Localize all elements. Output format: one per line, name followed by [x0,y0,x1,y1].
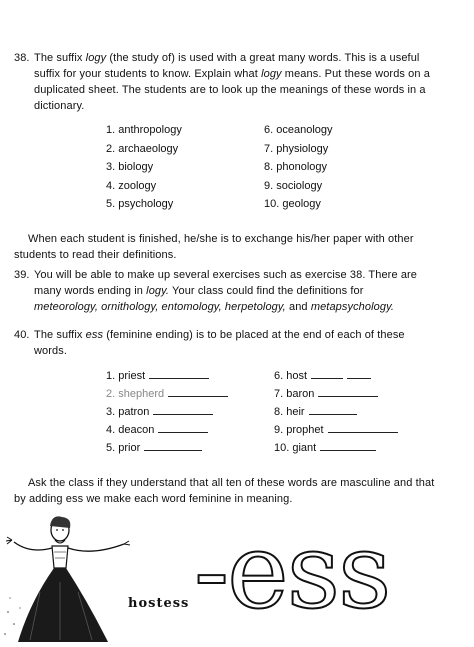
list-item [274,387,378,400]
text-line [34,66,464,82]
answer-blank[interactable] [153,405,213,415]
ask-instructions [14,475,468,507]
dancing-woman-illustration [0,512,140,642]
answer-blank[interactable] [320,441,376,451]
list-item-word: 5. prior [106,442,141,454]
text-line [34,283,464,299]
list-item [106,405,213,418]
list-item [274,405,357,418]
list-item-word: 8. heir [274,406,305,418]
italic-run: logy [261,68,282,80]
text-run: and [285,301,311,313]
italic-run: logy. [146,285,170,297]
exchange-instructions [14,231,468,263]
list-item: 2. archaeology [106,142,179,155]
list-item-word: 2. shepherd [106,388,165,400]
list-item-word: 4. deacon [106,424,155,436]
question-number: 39. [14,269,30,281]
italic-run: meteorology, ornithology, entomology, herpetology, [34,301,286,313]
list-item: 10. geology [264,198,321,210]
italic-run: ess [85,329,104,341]
question-40-text [34,327,464,359]
list-item: 1. anthropology [106,124,182,136]
answer-blank[interactable] [347,369,371,379]
text-run: The suffix [34,52,86,64]
text-line [34,82,464,98]
text-run: many words ending in [34,285,147,297]
ask-line-2 [14,491,468,507]
list-item: 6. oceanology [264,124,333,136]
ess-big-word: -ess [194,510,390,632]
text-run: words. [34,345,67,357]
question-number: 38. [14,52,30,64]
italic-run: metapsychology. [310,301,395,313]
ess-word-list [106,369,436,465]
hostess-caption: hostess [128,596,190,611]
answer-blank[interactable] [318,387,378,397]
text-line [34,267,464,283]
list-item [274,441,376,454]
ask-line-2-text: by adding ess we make each word feminine in meaning. [14,493,293,505]
list-item: 7. physiology [264,142,329,155]
list-item [106,423,208,436]
exchange-line-2: students to read their definitions. [14,249,177,261]
text-run: dictionary. [34,100,85,112]
list-item [106,387,228,400]
text-run: The suffix [34,329,86,341]
text-run: means. Put these words on a [281,68,430,80]
answer-blank[interactable] [168,387,228,397]
question-38-text [34,50,464,114]
list-item-word: 6. host [274,370,308,382]
list-item: 9. sociology [264,179,323,192]
list-item [106,441,202,454]
text-line [34,327,464,343]
list-item-word: 9. prophet [274,424,324,436]
list-item: 3. biology [106,161,154,173]
list-item: 4. zoology [106,179,157,192]
question-number: 40. [14,329,30,341]
text-run: You will be able to make up several exercises such as exercise 38. There are [34,269,418,281]
exchange-line-1: When each student is finished, he/she is to exchange his/her paper with other [28,233,414,245]
text-run: suffix for your students to know. Explain what [34,68,262,80]
text-line [34,98,464,114]
answer-blank[interactable] [328,423,398,433]
answer-blank[interactable] [309,405,357,415]
list-item [274,369,371,382]
list-item [274,423,398,436]
text-run: (the study of) is used with a great many words. This is a useful [106,52,420,64]
answer-blank[interactable] [144,441,202,451]
text-run: (feminine ending) is to be placed at the end of each of these [103,329,405,341]
text-run: duplicated sheet. The students are to look up the meanings of these words in a [34,84,426,96]
italic-run: logy [85,52,107,64]
logy-word-list [106,124,406,216]
question-39-text [34,267,464,315]
list-item-word: 1. priest [106,370,146,382]
list-item [106,369,209,382]
ask-line-1: Ask the class if they understand that all ten of these words are masculine and that [28,477,435,489]
text-line [34,299,464,315]
list-item: 5. psychology [106,198,174,210]
answer-blank[interactable] [311,369,343,379]
dancing-woman-drawing [0,512,140,642]
list-item-word: 10. giant [274,442,317,454]
list-item-word: 7. baron [274,388,315,400]
text-run: Your class could find the definitions for [169,285,364,297]
list-item: 8. phonology [264,161,327,173]
list-item-word: 3. patron [106,406,150,418]
answer-blank[interactable] [149,369,209,379]
text-line [34,50,464,66]
text-line [34,343,464,359]
answer-blank[interactable] [158,423,208,433]
